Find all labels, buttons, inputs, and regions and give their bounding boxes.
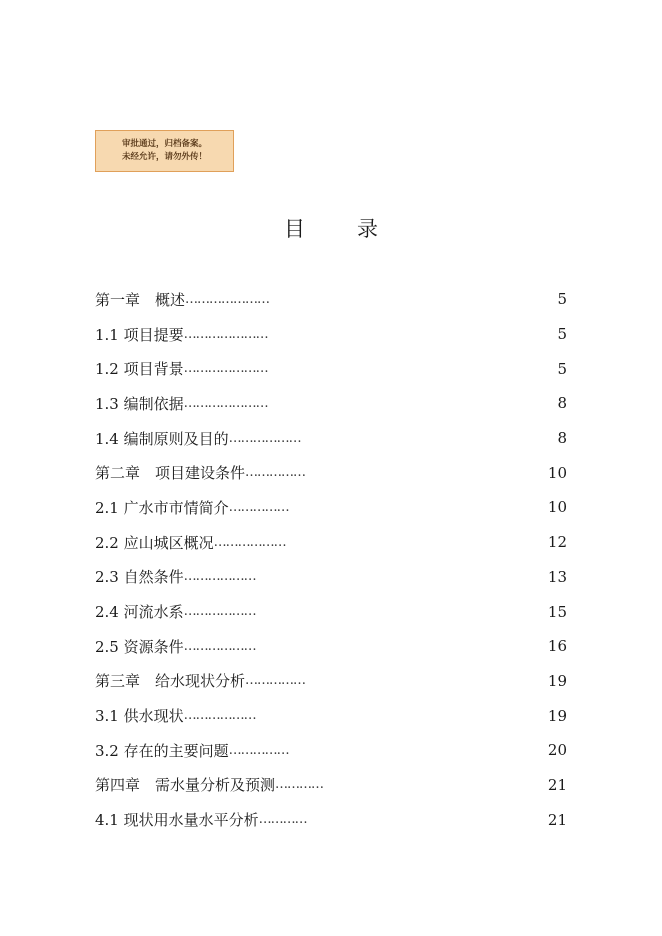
toc-page-number: 10	[547, 498, 567, 517]
toc-page-number: 10	[547, 463, 567, 482]
toc-entry-label: 1.1 项目提要	[95, 325, 184, 344]
toc-entry-label: 3.1 供水现状	[95, 707, 184, 726]
toc-entry-label: 4.1 现状用水量水平分析	[95, 811, 259, 830]
toc-leader-dots: …………………	[183, 326, 268, 342]
toc-leader-dots: ………………	[228, 430, 301, 446]
toc-leader-dots: ………………	[183, 604, 256, 620]
toc-entry[interactable]	[95, 698, 567, 733]
toc-entry[interactable]	[95, 317, 567, 352]
toc-entry-label: 第四章 需水量分析及预测	[95, 776, 276, 795]
toc-leader-dots: …………	[258, 812, 307, 828]
toc-leader-dots: ……………	[228, 742, 289, 758]
toc-leader-dots: ……………	[245, 465, 306, 481]
toc-entry-label: 2.5 资源条件	[95, 637, 184, 656]
toc-entry[interactable]	[95, 768, 567, 803]
toc-page-number: 16	[547, 637, 567, 656]
toc-leader-dots: …………………	[185, 291, 270, 307]
toc-entry-label: 2.3 自然条件	[95, 568, 184, 587]
toc-entry[interactable]	[95, 664, 567, 699]
toc-page-number: 8	[557, 394, 567, 413]
toc-entry-label: 1.2 项目背景	[95, 360, 184, 379]
toc-entry-label: 1.3 编制依据	[95, 394, 184, 413]
toc-page-number: 5	[557, 290, 567, 309]
toc-entry[interactable]	[95, 733, 567, 768]
toc-entry-label: 1.4 编制原则及目的	[95, 429, 229, 448]
toc-leader-dots: ……………	[245, 673, 306, 689]
approval-stamp	[95, 130, 234, 172]
toc-leader-dots: ………………	[213, 534, 286, 550]
toc-page-number: 5	[557, 325, 567, 344]
toc-page-number: 20	[547, 741, 567, 760]
toc-entry[interactable]	[95, 525, 567, 560]
toc-entry[interactable]	[95, 351, 567, 386]
toc-leader-dots: ………………	[183, 569, 256, 585]
toc-entry[interactable]	[95, 629, 567, 664]
title-char-1: 目	[284, 217, 305, 241]
toc-entry[interactable]	[95, 490, 567, 525]
stamp-line-1: 审批通过，归档备案。	[121, 139, 207, 149]
toc-page-number: 15	[547, 602, 567, 621]
toc-page-number: 19	[547, 706, 567, 725]
toc-entry[interactable]	[95, 386, 567, 421]
toc-entry[interactable]	[95, 802, 567, 837]
toc-entry-label: 2.2 应山城区概况	[95, 533, 214, 552]
toc-entry-label: 3.2 存在的主要问题	[95, 741, 229, 760]
toc-page-number: 8	[557, 429, 567, 448]
toc-leader-dots: ………………	[183, 708, 256, 724]
toc-page-number: 19	[547, 671, 567, 690]
toc-leader-dots: ……………	[228, 499, 289, 515]
toc-entry[interactable]	[95, 594, 567, 629]
toc-page-number: 5	[557, 359, 567, 378]
toc-page-number: 12	[547, 533, 567, 552]
toc-entry[interactable]	[95, 282, 567, 317]
toc-page-number: 21	[547, 775, 567, 794]
toc-leader-dots: ………………	[183, 638, 256, 654]
toc-leader-dots: …………………	[183, 395, 268, 411]
title-char-2: 录	[357, 217, 378, 241]
page-title	[0, 213, 662, 243]
toc-leader-dots: …………………	[183, 361, 268, 377]
toc-entry[interactable]	[95, 421, 567, 456]
toc-entry-label: 2.1 广水市市情简介	[95, 498, 229, 517]
stamp-line-2: 未经允许，请勿外传！	[121, 152, 207, 162]
toc-entry-label: 第一章 概述	[95, 290, 186, 309]
toc-leader-dots: …………	[275, 777, 324, 793]
toc-entry[interactable]	[95, 560, 567, 595]
toc-entry-label: 第三章 给水现状分析	[95, 672, 246, 691]
toc-page-number: 21	[547, 810, 567, 829]
toc-entry-label: 2.4 河流水系	[95, 603, 184, 622]
toc-entry[interactable]	[95, 455, 567, 490]
toc-entry-label: 第二章 项目建设条件	[95, 464, 246, 483]
toc-page-number: 13	[547, 567, 567, 586]
table-of-contents	[95, 282, 567, 837]
